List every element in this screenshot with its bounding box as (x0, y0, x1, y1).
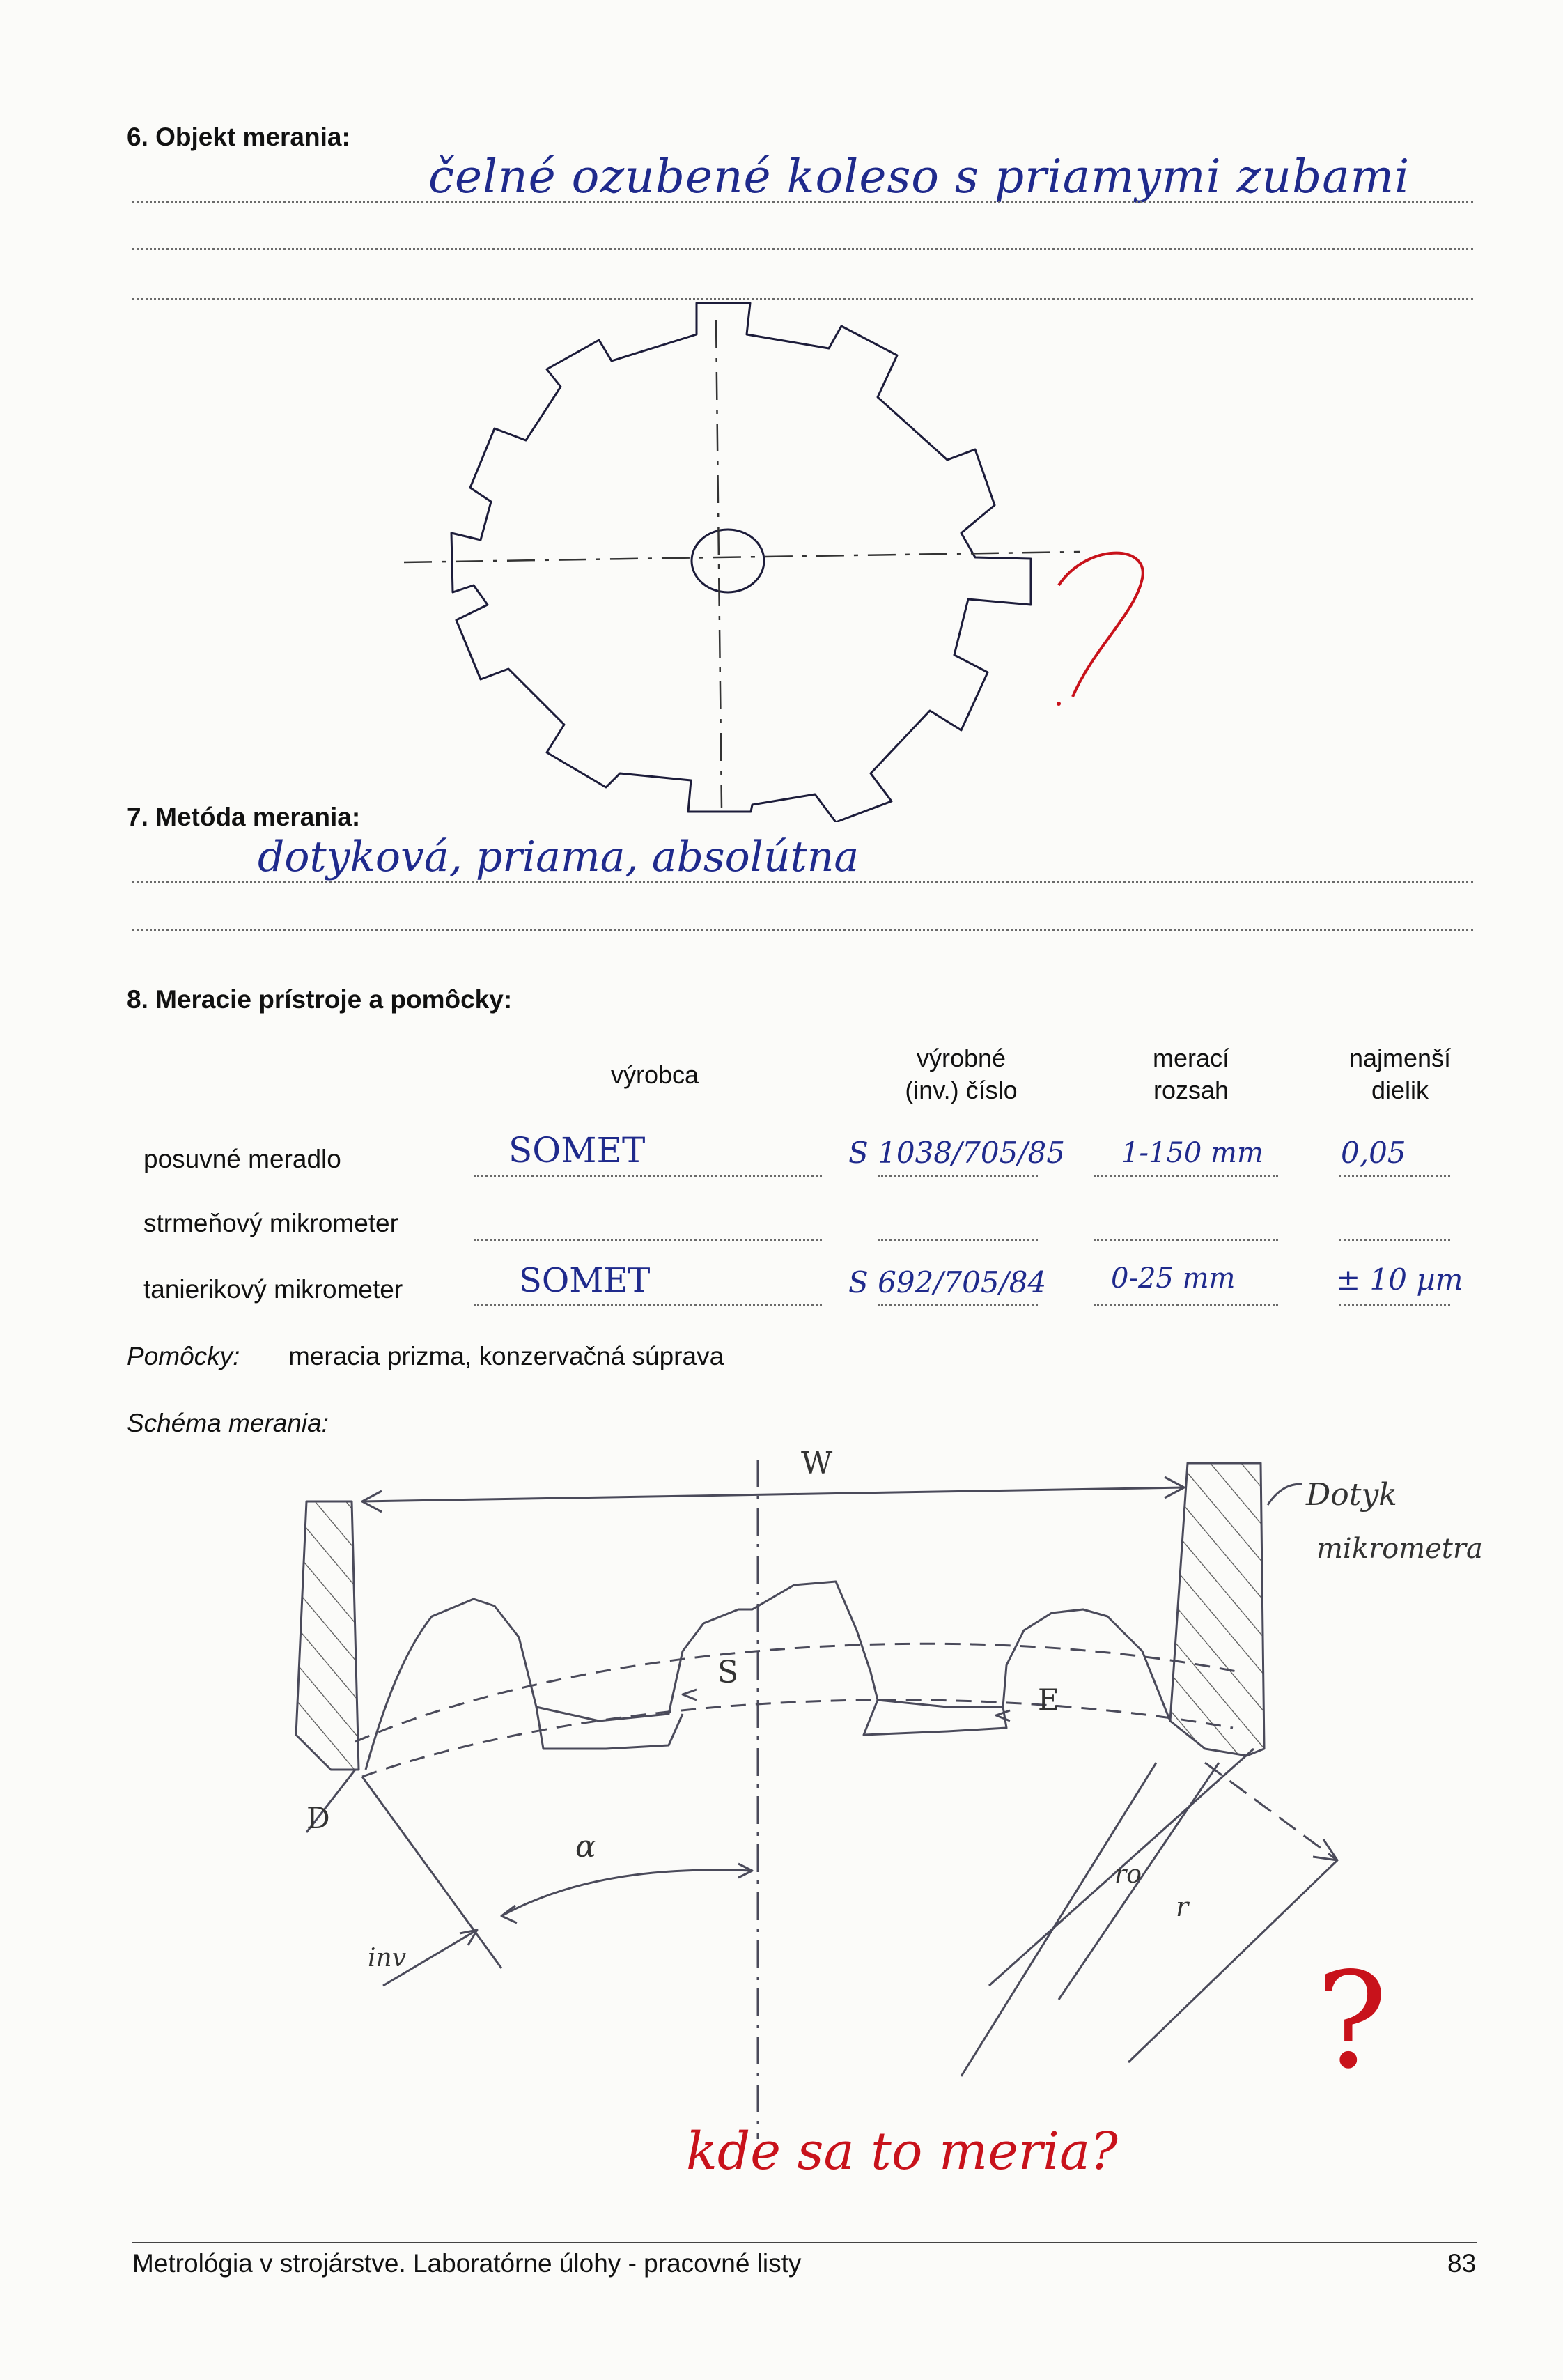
maker-value: SOMET (519, 1261, 651, 1300)
dotted-line (474, 1239, 822, 1241)
contact-label-line2: mikrometra (1316, 1533, 1483, 1565)
range-value: 0-25 mm (1111, 1262, 1236, 1295)
serial-value: S 692/705/84 (848, 1265, 1047, 1299)
sketch-label-e: E (1038, 1683, 1059, 1717)
teacher-note: kde sa to meria? (686, 2122, 1118, 2181)
dotted-line (1094, 1239, 1278, 1241)
column-header-range-line2: rozsah (1153, 1076, 1229, 1104)
column-header-maker: výrobca (610, 1060, 699, 1089)
red-question-mark (1045, 530, 1163, 739)
dotted-line (474, 1175, 822, 1177)
column-header-serial-line2: (inv.) číslo (905, 1076, 1018, 1104)
dotted-line (132, 201, 1473, 203)
column-header-division (1323, 1042, 1477, 1106)
column-header-serial-line1: výrobné (916, 1044, 1006, 1072)
serial-value: S 1038/705/85 (848, 1136, 1065, 1170)
aids-value: meracia prizma, konzervačná súprava (288, 1342, 724, 1370)
teacher-question-mark: ? (1316, 1944, 1387, 2098)
contact-label-line1: Dotyk (1306, 1477, 1397, 1513)
maker-value: SOMET (508, 1130, 646, 1170)
dotted-line (878, 1304, 1038, 1306)
sketch-label-w: W (801, 1446, 833, 1481)
section-8-title: 8. Meracie prístroje a pomôcky: (127, 985, 513, 1014)
dotted-line (474, 1304, 822, 1306)
section-6-title: 6. Objekt merania: (127, 123, 350, 151)
method-handwritten-value: dotyková, priama, absolútna (258, 833, 860, 881)
dotted-line (1339, 1175, 1450, 1177)
sketch-label-d: D (306, 1801, 330, 1835)
footer-rule (132, 2242, 1477, 2243)
division-value: 0,05 (1341, 1136, 1406, 1170)
dotted-line (1339, 1304, 1450, 1306)
column-header-division-line1: najmenší (1348, 1044, 1452, 1072)
column-header-range-line1: merací (1152, 1044, 1230, 1072)
object-handwritten-value: čelné ozubené koleso s priamymi zubami (428, 150, 1410, 203)
sketch-label-inv: inv (368, 1944, 407, 1972)
sketch-label-r: r (1176, 1892, 1189, 1922)
instrument-row-label: strmeňový mikrometer (143, 1209, 398, 1237)
page-number: 83 (1447, 2249, 1477, 2278)
column-header-division-line2: dielik (1371, 1076, 1429, 1104)
sketch-label-alpha: α (575, 1829, 596, 1864)
dotted-line (132, 248, 1473, 250)
dotted-line (1094, 1175, 1278, 1177)
dotted-line (132, 881, 1473, 883)
instrument-row-label: tanierikový mikrometer (143, 1275, 403, 1304)
sketch-label-ro: ro (1114, 1860, 1142, 1889)
column-header-serial (871, 1042, 1052, 1106)
aids-label: Pomôcky: (127, 1342, 240, 1370)
column-header-range (1114, 1042, 1268, 1106)
range-value: 1-150 mm (1121, 1137, 1263, 1169)
dotted-line (1339, 1239, 1450, 1241)
dotted-line (132, 929, 1473, 931)
section-7-title: 7. Metóda merania: (127, 803, 361, 831)
instrument-row-label: posuvné meradlo (143, 1145, 341, 1173)
scheme-label: Schéma merania: (127, 1409, 329, 1437)
sketch-label-s: S (717, 1655, 739, 1690)
dotted-line (878, 1239, 1038, 1241)
footer-title: Metrológia v strojárstve. Laboratórne úlohy - pracovné listy (132, 2249, 802, 2278)
division-value: ± 10 µm (1336, 1262, 1463, 1297)
dotted-line (878, 1175, 1038, 1177)
gear-sketch (390, 293, 1156, 822)
dotted-line (1094, 1304, 1278, 1306)
